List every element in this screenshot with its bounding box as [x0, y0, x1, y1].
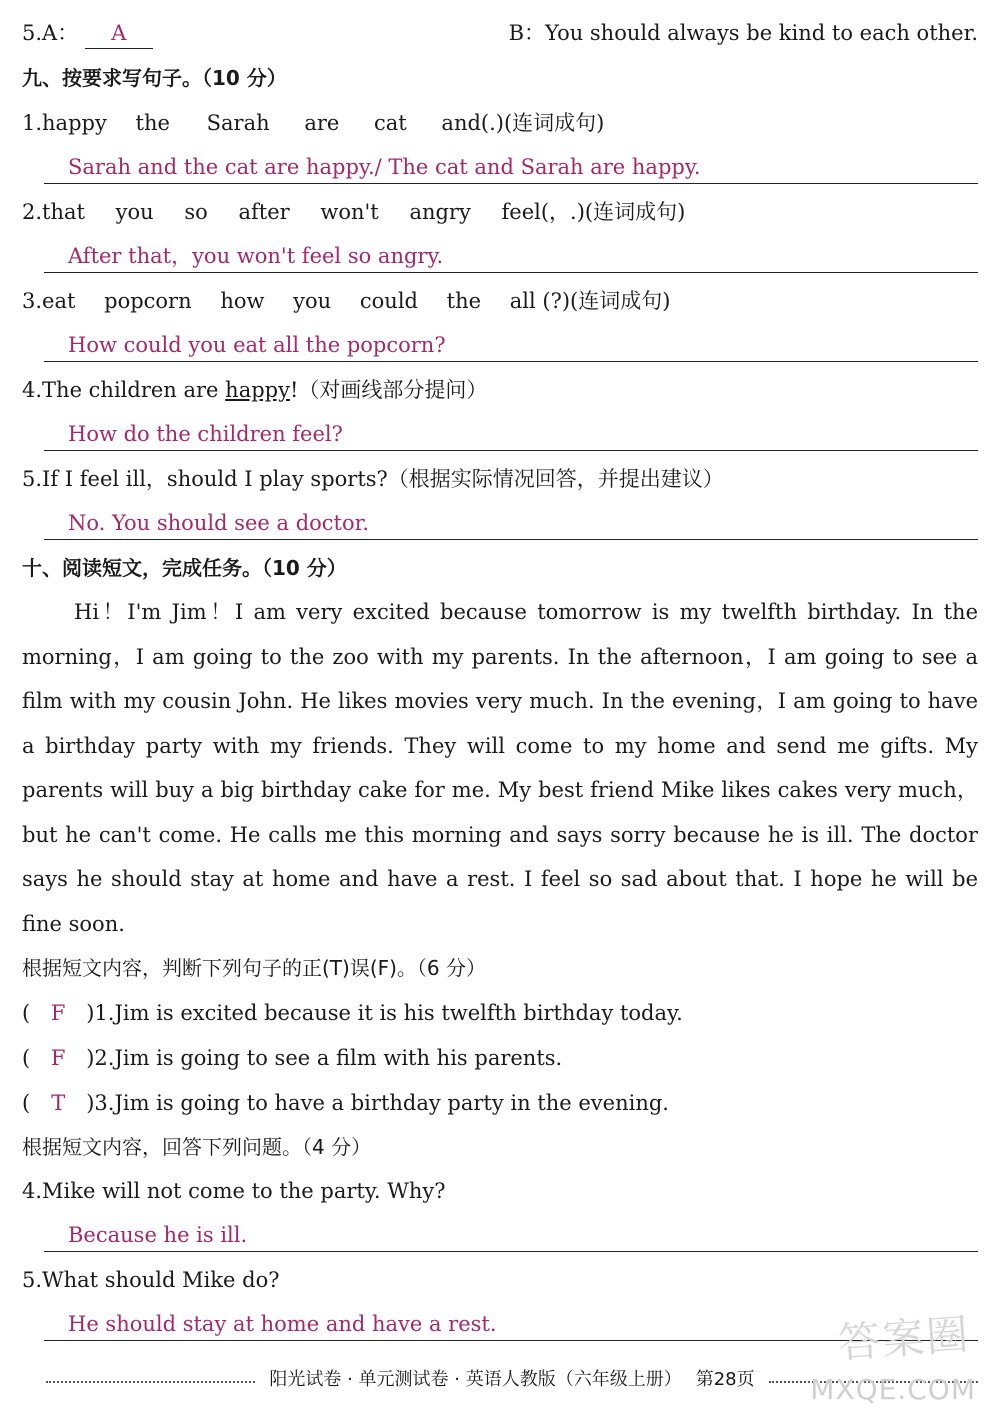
- s9-q2: [22, 197, 978, 227]
- s9-q1-w0: 1.happy: [22, 111, 107, 135]
- s9-q3-w5: the: [446, 289, 482, 313]
- qa-item-5-answer: He should stay at home and have a rest.: [68, 1312, 497, 1336]
- qa-item-4-answer-line: [44, 1220, 978, 1252]
- s9-q1-answer-line: [44, 152, 978, 184]
- footer-page-number: 第28页: [695, 1369, 755, 1390]
- s9-q1-w4: cat: [374, 111, 407, 135]
- tf-item-3: ( T )3.Jim is going to have a birthday party in the evening.: [22, 1088, 669, 1118]
- tf-item-1-answer: F: [50, 1001, 66, 1025]
- s9-q2-w1: you: [115, 200, 154, 224]
- s9-q2-w4: won't: [320, 200, 379, 224]
- tf-item-3-text: 3.Jim is going to have a birthday party in the evening.: [94, 1091, 669, 1115]
- s9-q2-answer-line: [44, 241, 978, 273]
- qa-instruction: 根据短文内容，回答下列问题。（4 分）: [22, 1135, 372, 1159]
- s9-q3-answer: How could you eat all the popcorn?: [68, 333, 446, 357]
- s9-q2-w6: feel(，.)(连词成句): [501, 200, 686, 224]
- s9-q2-answer: After that，you won't feel so angry.: [68, 244, 444, 268]
- section9-title: 九、按要求写句子。（10 分）: [22, 66, 287, 90]
- s9-q1-w5: and(.)(连词成句): [441, 111, 605, 135]
- s9-q3-answer-line: [44, 330, 978, 362]
- s9-q3-w2: how: [220, 289, 265, 313]
- q5-a-answer: A: [85, 18, 153, 49]
- qa-item-5-question: 5.What should Mike do?: [22, 1268, 280, 1292]
- s9-q2-w3: after: [238, 200, 290, 224]
- s9-q1-w3: are: [304, 111, 340, 135]
- s9-q3-w6: all (?)(连词成句): [509, 289, 671, 313]
- s9-q5-answer-line: [44, 508, 978, 540]
- s9-q3: [22, 286, 978, 316]
- footer-text: 阳光试卷 · 单元测试卷 · 英语人教版（六年级上册）: [269, 1369, 682, 1390]
- q5-row: [22, 18, 978, 49]
- s9-q2-w0: 2.that: [22, 200, 85, 224]
- s9-q3-w3: you: [293, 289, 332, 313]
- s9-q4-underlined: happy: [225, 378, 290, 402]
- s9-q3-w1: popcorn: [104, 289, 192, 313]
- s9-q4-post: !（对画线部分提问）: [289, 378, 488, 402]
- q5-a-label: 5.A：: [22, 21, 79, 45]
- tf-item-2: ( F )2.Jim is going to see a film with his parents.: [22, 1043, 562, 1073]
- q5-b-text: B：You should always be kind to each other.: [508, 21, 978, 45]
- s9-q1-answer: Sarah and the cat are happy./ The cat and Sarah are happy.: [68, 155, 701, 179]
- tf-item-1-text: 1.Jim is excited because it is his twelfth birthday today.: [94, 1001, 683, 1025]
- s9-q5: 5.If I feel ill，should I play sports?（根据实际情况回答，并提出建议）: [22, 467, 724, 491]
- s9-q4-answer: How do the children feel?: [68, 422, 343, 446]
- watermark-logo: 答案圈: [836, 1309, 972, 1368]
- reading-passage: Hi！I'm Jim！I am very excited because tomorrow is my twelfth birthday. In the morning，I am going to the zoo with my parents. In the afternoon，I am going to see a film with my cousin John. He likes movies very much. In the evening，I am going to have a birthday party with my friends. They will come to my home and send me gifts. My parents will buy a big birthday cake for me. My best friend Mike likes cakes very much，but he can't come. He calls me this morning and says sorry because he is ill. The doctor says he should stay at home and have a rest. I feel so sad about that. I hope he will be fine soon.: [22, 600, 978, 936]
- s9-q1: [22, 108, 978, 138]
- tf-item-3-answer: T: [51, 1091, 66, 1115]
- tf-instruction: 根据短文内容，判断下列句子的正(T)误(F)。（6 分）: [22, 956, 487, 980]
- tf-item-2-text: 2.Jim is going to see a film with his parents.: [94, 1046, 563, 1070]
- s9-q4-answer-line: [44, 419, 978, 451]
- footer-dots-left: [46, 1381, 255, 1383]
- tf-item-1: ( F )1.Jim is excited because it is his twelfth birthday today.: [22, 998, 683, 1028]
- tf-item-2-answer: F: [50, 1046, 66, 1070]
- s9-q5-answer: No. You should see a doctor.: [68, 511, 370, 535]
- watermark-url: MXQE.COM: [810, 1373, 976, 1406]
- section10-title: 十、阅读短文，完成任务。（10 分）: [22, 556, 347, 580]
- s9-q3-w0: 3.eat: [22, 289, 76, 313]
- qa-item-4-answer: Because he is ill.: [68, 1223, 248, 1247]
- qa-item-4-question: 4.Mike will not come to the party. Why?: [22, 1179, 446, 1203]
- s9-q1-w2: Sarah: [206, 111, 270, 135]
- s9-q4-pre: 4.The children are: [22, 378, 226, 402]
- s9-q3-w4: could: [359, 289, 418, 313]
- s9-q4: [22, 375, 978, 405]
- s9-q2-w2: so: [184, 200, 208, 224]
- s9-q2-w5: angry: [409, 200, 471, 224]
- s9-q1-w1: the: [135, 111, 170, 135]
